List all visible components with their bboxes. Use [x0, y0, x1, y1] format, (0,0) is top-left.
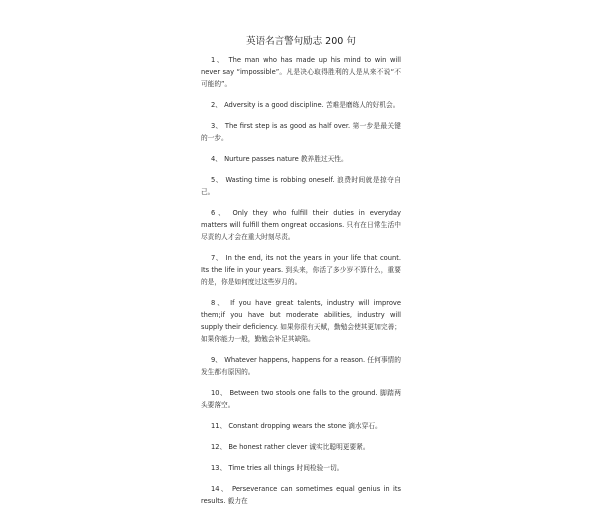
quote-item: 2、 Adversity is a good discipline. 苦难是磨练人的好机会。 [211, 101, 400, 109]
quote-item: 1、 The man who has made up his mind to win will never say “impossible”。凡是决心取得胜利的人是从来不说“不可能的”。 [201, 56, 401, 88]
quote-item: 14、 Perseverance can sometimes equal genius in its results. 毅力在 [201, 485, 401, 505]
quote-item: 3、 The first step is as good as half over. 第一步是最关键的一步。 [201, 122, 401, 142]
quote-item: 11、 Constant dropping wears the stone 滴水穿石。 [211, 422, 382, 430]
quote-item: 13、 Time tries all things 时间检验一切。 [211, 464, 344, 472]
quote-item: 10、 Between two stools one falls to the ground. 脚踏两头要落空。 [201, 389, 401, 409]
quote-item: 6、 Only they who fulfill their duties in everyday matters will fulfill them ongreat occasions. 只有在日常生活中尽责的人才会在重大时刻尽责。 [201, 209, 401, 241]
quote-item: 8、 If you have great talents, industry will improve them;if you have but moderate abilities, industry will supply their deficiency. 如果你很有天赋，勤勉会使其更加完善；如果你能力一般，勤勉会补足其缺陷。 [201, 299, 401, 343]
document-title: 英语名言警句励志 200 句 [246, 36, 356, 47]
quote-item: 4、 Nurture passes nature 教养胜过天性。 [211, 155, 348, 163]
quote-item: 12、 Be honest rather clever 诚实比聪明更要紧。 [211, 443, 370, 451]
quote-item: 5、 Wasting time is robbing oneself. 浪费时间就是掠夺自己。 [201, 176, 401, 196]
quote-item: 7、 In the end, its not the years in your life that count. Its the life in your years. 到头来，你活了多少岁不算什么，重要的是，你是如何度过这些岁月的。 [201, 254, 401, 286]
quote-item: 9、 Whatever happens, happens for a reason. 任何事情的发生都有原因的。 [201, 356, 401, 376]
quote-list [201, 54, 401, 507]
